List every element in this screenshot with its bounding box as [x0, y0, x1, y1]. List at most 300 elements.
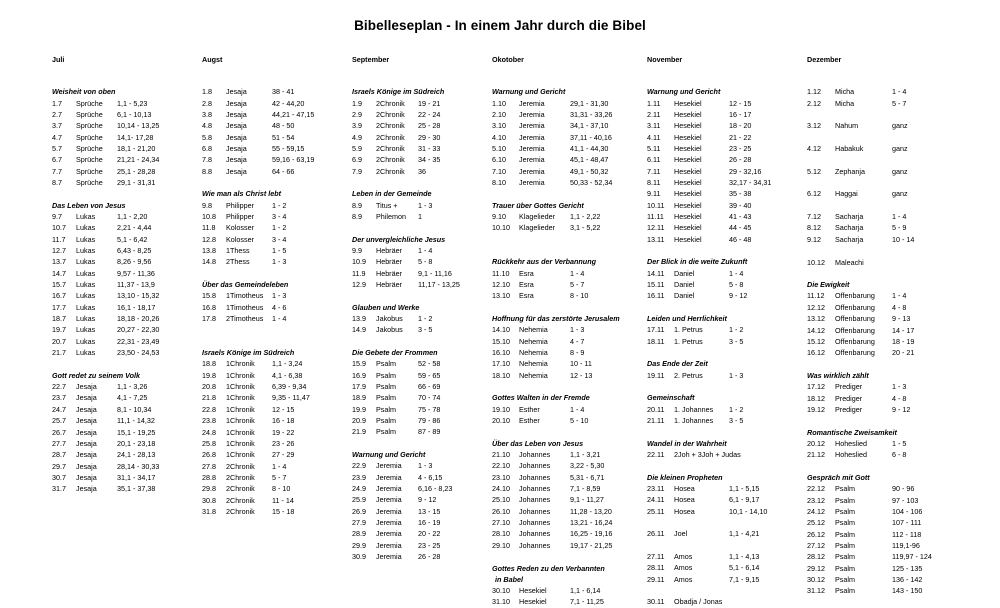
entry-book: Hesekiel — [674, 109, 702, 119]
reading-entry-row — [202, 483, 352, 494]
entry-date: 6.7 — [52, 155, 62, 165]
entry-date: 14.11 — [647, 268, 665, 278]
entry-date: 24.9 — [352, 484, 366, 494]
reading-entry-row — [352, 551, 492, 562]
entry-reference: 23,50 - 24,53 — [117, 348, 160, 358]
reading-entry-row — [52, 98, 202, 109]
entry-reference: 11,1 - 14,32 — [117, 416, 155, 426]
entry-date: 16.12 — [807, 348, 825, 358]
entry-book: Hosea — [674, 484, 695, 494]
entry-reference: 10,1 - 14,10 — [729, 506, 768, 516]
reading-entry-row — [52, 154, 202, 165]
section-spacer — [492, 75, 647, 86]
entry-reference: 13 - 15 — [418, 506, 441, 516]
reading-entry-row — [647, 336, 807, 347]
reading-entry-row — [492, 415, 647, 426]
reading-entry-row — [52, 438, 202, 449]
entry-book: Johannes — [519, 529, 551, 539]
entry-date: 22.9 — [352, 461, 366, 471]
entry-reference: 19 - 21 — [418, 98, 441, 108]
entry-date: 12.11 — [647, 223, 665, 233]
entry-reference: 12 - 15 — [729, 98, 752, 108]
reading-entry-row — [352, 132, 492, 143]
entry-reference: 20,27 - 22,30 — [117, 325, 160, 335]
entry-date: 7.10 — [492, 166, 506, 176]
reading-entry-row — [492, 370, 647, 381]
section-spacer — [202, 75, 352, 86]
entry-book: Psalm — [376, 382, 396, 392]
entry-date: 12.7 — [52, 246, 66, 256]
entry-reference: 10,14 - 13,25 — [117, 121, 160, 131]
section-spacer — [807, 461, 977, 472]
entry-book: 1Chronik — [226, 438, 255, 448]
entry-book: 2Chronik — [226, 472, 255, 482]
entry-reference: 1 - 2 — [729, 404, 744, 414]
entry-book: Psalm — [376, 359, 396, 369]
entry-book: 2Chronik — [376, 132, 405, 142]
entry-date: 8.10 — [492, 178, 506, 188]
entry-book: Psalm — [835, 552, 855, 562]
section-spacer — [807, 245, 977, 256]
entry-date: 13.10 — [492, 291, 510, 301]
entry-date: 19.10 — [492, 404, 510, 414]
entry-reference: 4 - 6,15 — [418, 472, 443, 482]
entry-book: Psalm — [376, 427, 396, 437]
entry-date: 11.9 — [352, 268, 366, 278]
entry-book: Jeremia — [519, 109, 545, 119]
entry-book: Sprüche — [76, 132, 103, 142]
entry-date: 5.9 — [352, 144, 362, 154]
reading-entry-row — [492, 449, 647, 460]
reading-entry-row — [202, 495, 352, 506]
entry-book: Offenbarung — [835, 348, 875, 358]
entry-book: Hesekiel — [674, 98, 702, 108]
section-title: Wie man als Christ lebt — [202, 189, 282, 199]
entry-book: Hesekiel — [674, 189, 702, 199]
entry-date: 25.12 — [807, 518, 825, 528]
entry-reference: 104 - 106 — [892, 506, 923, 516]
entry-book: 2Chronik — [376, 109, 405, 119]
entry-date: 28.11 — [647, 563, 665, 573]
entry-book: Prediger — [835, 404, 863, 414]
section-spacer — [352, 75, 492, 86]
entry-book: 2Chronik — [226, 495, 255, 505]
entry-date: 21.8 — [202, 393, 216, 403]
reading-entry-row — [352, 313, 492, 324]
entry-reference: 31,31 - 33,26 — [570, 109, 613, 119]
reading-entry-row — [647, 177, 807, 188]
entry-reference: 1,1 - 6,14 — [570, 586, 601, 596]
section-spacer — [202, 336, 352, 347]
entry-book: Jesaja — [76, 416, 97, 426]
entry-date: 29.8 — [202, 484, 216, 494]
entry-date: 29.11 — [647, 574, 665, 584]
entry-date: 18.7 — [52, 314, 66, 324]
entry-reference: 1 - 3 — [892, 382, 907, 392]
entry-book: Jesaja — [226, 166, 247, 176]
reading-entry-row — [352, 540, 492, 551]
entry-book: 1Chronik — [226, 450, 255, 460]
reading-entry-row — [807, 404, 977, 415]
entry-reference: 1,1 - 3,21 — [570, 450, 601, 460]
entry-reference: 5,31 - 6,71 — [570, 472, 605, 482]
entry-date: 17.10 — [492, 359, 510, 369]
reading-entry-row — [202, 302, 352, 313]
entry-book: Johannes — [519, 506, 551, 516]
reading-entry-row — [807, 438, 977, 449]
reading-entry-row — [807, 551, 977, 562]
reading-entry-row — [352, 324, 492, 335]
entry-date: 31.10 — [492, 597, 510, 607]
entry-date: 9.11 — [647, 189, 661, 199]
entry-reference: 75 - 78 — [418, 404, 441, 414]
reading-entry-row — [352, 415, 492, 426]
entry-reference: 136 - 142 — [892, 574, 923, 584]
reading-entry-row — [52, 483, 202, 494]
entry-reference: 8 - 9 — [570, 348, 585, 358]
entry-date: 4.11 — [647, 132, 661, 142]
entry-reference: 97 - 103 — [892, 495, 919, 505]
entry-book: Lukas — [76, 234, 96, 244]
section-title: Leben in der Gemeinde — [352, 189, 432, 199]
section-spacer — [492, 551, 647, 562]
entry-book: Jeremia — [376, 552, 402, 562]
entry-reference: 16 - 19 — [418, 518, 441, 528]
entry-reference: 55 - 59,15 — [272, 144, 305, 154]
entry-date: 18.8 — [202, 359, 216, 369]
entry-date: 12.8 — [202, 234, 216, 244]
entry-reference: 59 - 65 — [418, 370, 441, 380]
section-spacer — [492, 234, 647, 245]
month-column-juli — [52, 55, 202, 495]
entry-book: Daniel — [674, 280, 695, 290]
entry-reference: 25 - 28 — [418, 121, 441, 131]
entry-reference: 3 - 5 — [729, 416, 744, 426]
section-spacer — [202, 268, 352, 279]
entry-book: Lukas — [76, 246, 96, 256]
entry-reference: 4 - 6 — [272, 302, 287, 312]
entry-book: Jeremia — [376, 529, 402, 539]
entry-reference: 50,33 - 52,34 — [570, 178, 613, 188]
entry-reference: 11,37 - 13,9 — [117, 280, 155, 290]
entry-reference: 18 - 20 — [729, 121, 752, 131]
entry-date: 7.9 — [352, 166, 362, 176]
month-column-okotober — [492, 55, 647, 608]
entry-date: 28.9 — [352, 529, 366, 539]
entry-reference: 10 - 11 — [570, 359, 592, 369]
entry-reference: 1 - 2 — [272, 200, 287, 210]
reading-entry-row — [202, 109, 352, 120]
section-spacer — [647, 245, 807, 256]
entry-date: 9.9 — [352, 246, 362, 256]
reading-entry-row — [352, 506, 492, 517]
entry-reference: 41 - 43 — [729, 212, 752, 222]
entry-reference: 16 - 17 — [729, 109, 752, 119]
entry-date: 28.12 — [807, 552, 825, 562]
section-spacer — [492, 381, 647, 392]
month-heading: Juli — [52, 55, 65, 64]
entry-book: Jeremia — [376, 506, 402, 516]
entry-date: 6.10 — [492, 155, 506, 165]
entry-date: 7.7 — [52, 166, 62, 176]
entry-date: 30.7 — [52, 472, 66, 482]
entry-date: 29.12 — [807, 563, 825, 573]
entry-reference: 18,1 - 21,20 — [117, 144, 156, 154]
entry-book: Psalm — [835, 506, 855, 516]
reading-entry-row — [352, 109, 492, 120]
entry-date: 21.9 — [352, 427, 366, 437]
entry-reference: 37,11 - 40,16 — [570, 132, 612, 142]
entry-reference: 3,1 - 5,22 — [570, 223, 601, 233]
entry-book: Hesekiel — [674, 200, 702, 210]
entry-book: 1Chronik — [226, 404, 255, 414]
entry-book: Micha — [835, 87, 855, 97]
entry-date: 6.12 — [807, 189, 821, 199]
entry-date: 30.8 — [202, 495, 216, 505]
entry-reference: 9 - 13 — [892, 314, 911, 324]
entry-reference: 23 - 25 — [418, 540, 441, 550]
reading-entry-row — [52, 222, 202, 233]
entry-reference: 4 - 8 — [892, 302, 907, 312]
entry-book: Esra — [519, 291, 534, 301]
section-title: Warnung und Gericht — [352, 450, 426, 460]
month-heading: Augst — [202, 55, 223, 64]
entry-book: Johannes — [519, 484, 551, 494]
month-column-augst — [202, 55, 352, 517]
entry-date: 23.7 — [52, 393, 66, 403]
reading-entry-row — [202, 358, 352, 369]
entry-reference: 1 - 4 — [892, 212, 907, 222]
entry-book: Psalm — [835, 518, 855, 528]
entry-book: Johannes — [519, 518, 551, 528]
entry-reference: 34 - 35 — [418, 155, 441, 165]
reading-entry-row — [52, 290, 202, 301]
entry-date: 16.11 — [647, 291, 665, 301]
entry-book: Psalm — [835, 563, 855, 573]
entry-reference: 125 - 135 — [892, 563, 923, 573]
reading-entry-row — [352, 98, 492, 109]
entry-date: 24.8 — [202, 427, 216, 437]
entry-book: Amos — [674, 574, 693, 584]
section-spacer — [807, 154, 977, 165]
entry-book: Psalm — [835, 495, 855, 505]
entry-reference: 112 - 118 — [892, 529, 922, 539]
section-title: Gespräch mit Gott — [807, 472, 870, 482]
entry-book: Jeremia — [519, 121, 545, 131]
entry-reference: 28,14 - 30,33 — [117, 461, 160, 471]
entry-reference: 7,1 - 11,25 — [570, 597, 604, 607]
entry-book: Jesaja — [226, 121, 247, 131]
section-spacer — [647, 460, 807, 471]
reading-entry-row — [492, 143, 647, 154]
entry-reference: 1 - 4 — [272, 461, 287, 471]
entry-book: Joel — [674, 529, 688, 539]
section-title: in Babel — [495, 574, 523, 584]
entry-book: Jesaja — [226, 144, 247, 154]
section-spacer — [52, 359, 202, 370]
reading-entry-row — [202, 166, 352, 177]
reading-entry-row — [202, 370, 352, 381]
entry-date: 11.8 — [202, 223, 216, 233]
reading-entry-row — [807, 495, 977, 506]
section-spacer — [647, 381, 807, 392]
reading-entry-row — [52, 256, 202, 267]
reading-entry-row — [352, 211, 492, 222]
section-title: Was wirklich zählt — [807, 370, 869, 380]
reading-entry-row — [352, 143, 492, 154]
entry-book: Jeremia — [519, 166, 545, 176]
reading-entry-row — [52, 427, 202, 438]
reading-entry-row — [352, 200, 492, 211]
entry-date: 2.11 — [647, 109, 661, 119]
entry-date: 2.12 — [807, 98, 821, 108]
entry-date: 10.8 — [202, 212, 216, 222]
entry-reference: 23 - 25 — [729, 144, 752, 154]
entry-book: 1. Johannes — [674, 416, 714, 426]
entry-reference: 64 - 66 — [272, 166, 295, 176]
entry-date: 17.9 — [352, 382, 366, 392]
entry-reference: 35,1 - 37,38 — [117, 484, 156, 494]
entry-book: Jesaja — [226, 132, 247, 142]
entry-reference: 3 - 5 — [418, 325, 433, 335]
entry-book: Hesekiel — [674, 212, 702, 222]
entry-reference: 1,1 - 2,22 — [570, 212, 601, 222]
entry-book: Psalm — [376, 393, 396, 403]
entry-date: 17.7 — [52, 302, 66, 312]
entry-book: 1Chronik — [226, 370, 255, 380]
entry-reference: 70 - 74 — [418, 393, 441, 403]
entry-reference: 1,1 - 2,20 — [117, 212, 148, 222]
entry-reference: 27 - 29 — [272, 450, 295, 460]
entry-date: 22.7 — [52, 382, 66, 392]
entry-reference: 1 - 3 — [272, 291, 287, 301]
reading-entry-row — [492, 528, 647, 539]
reading-entry-row — [352, 279, 492, 290]
entry-reference: 13,10 - 15,32 — [117, 291, 160, 301]
entry-date: 2.8 — [202, 98, 212, 108]
entry-book: Prediger — [835, 393, 863, 403]
entry-reference: 3 - 5 — [729, 336, 744, 346]
entry-reference: 6,16 - 8,23 — [418, 484, 453, 494]
reading-entry-row — [202, 427, 352, 438]
reading-entry-row — [647, 188, 807, 199]
entry-date: 30.9 — [352, 552, 366, 562]
entry-date: 8.11 — [647, 178, 661, 188]
entry-book: Jesaja — [76, 427, 97, 437]
entry-reference: 1,1 - 3,26 — [117, 382, 148, 392]
entry-reference: 22 - 24 — [418, 109, 441, 119]
entry-book: Lukas — [76, 257, 96, 267]
entry-date: 26.10 — [492, 506, 510, 516]
entry-reference: 10 - 14 — [892, 234, 915, 244]
reading-entry-row — [492, 404, 647, 415]
reading-entry-row — [647, 574, 807, 585]
section-title: Das Ende der Zeit — [647, 359, 708, 369]
reading-entry-row — [647, 109, 807, 120]
entry-book: Sacharja — [835, 223, 864, 233]
entry-date: 29.7 — [52, 461, 66, 471]
entry-reference: 79 - 86 — [418, 416, 441, 426]
entry-reference: 26 - 28 — [729, 155, 752, 165]
entry-date: 22.8 — [202, 404, 216, 414]
entry-date: 3.7 — [52, 121, 62, 131]
entry-reference: 1 - 3 — [418, 200, 433, 210]
section-title: Die Ewigkeit — [807, 280, 850, 290]
entry-date: 11.7 — [52, 234, 66, 244]
entry-book: 2Chronik — [376, 155, 405, 165]
entry-date: 25.8 — [202, 438, 216, 448]
entry-book: Psalm — [376, 370, 396, 380]
entry-reference: 1 — [418, 212, 422, 222]
entry-date: 14.12 — [807, 325, 825, 335]
entry-date: 19.12 — [807, 404, 825, 414]
entry-book: Hesekiel — [674, 166, 702, 176]
entry-date: 7.8 — [202, 155, 212, 165]
reading-entry-row — [52, 347, 202, 358]
section-title: Die Gebete der Frommen — [352, 348, 438, 358]
entry-date: 4.10 — [492, 132, 506, 142]
entry-book: Jesaja — [226, 87, 247, 97]
reading-entry-row — [807, 222, 977, 233]
entry-date: 26.12 — [807, 529, 825, 539]
entry-reference: 31 - 33 — [418, 144, 441, 154]
entry-reference: 143 - 150 — [892, 586, 923, 596]
entry-book: Hosea — [674, 495, 695, 505]
reading-entry-row — [647, 324, 807, 335]
reading-entry-row — [52, 166, 202, 177]
entry-book: Johannes — [519, 540, 551, 550]
entry-date: 18.12 — [807, 393, 825, 403]
entry-book: Esra — [519, 280, 534, 290]
entry-book: Jeremia — [519, 178, 545, 188]
entry-book: Jesaja — [226, 98, 247, 108]
entry-date: 21.7 — [52, 348, 66, 358]
section-spacer — [492, 245, 647, 256]
reading-entry-row — [52, 461, 202, 472]
section-spacer — [492, 426, 647, 437]
entry-reference: 34,1 - 37,10 — [570, 121, 609, 131]
entry-date: 30.10 — [492, 586, 510, 596]
section-spacer — [807, 415, 977, 426]
entry-date: 14.10 — [492, 325, 510, 335]
entry-reference: 3 - 4 — [272, 212, 287, 222]
entry-date: 9.10 — [492, 212, 506, 222]
entry-date: 15.8 — [202, 291, 216, 301]
entry-date: 5.7 — [52, 144, 62, 154]
entry-book: Hesekiel — [674, 121, 702, 131]
reading-entry-row — [52, 336, 202, 347]
entry-reference: 14,1- 17,28 — [117, 132, 154, 142]
entry-book: Jeremia — [519, 144, 545, 154]
entry-book: Jesaja — [76, 450, 97, 460]
section-title: Israels Könige im Südreich — [202, 348, 295, 358]
entry-reference: 46 - 48 — [729, 234, 752, 244]
reading-entry-row — [492, 120, 647, 131]
entry-date: 4.9 — [352, 132, 362, 142]
section-title: Glauben und Werke — [352, 302, 420, 312]
reading-entry-row — [807, 336, 977, 347]
entry-reference: 6 - 8 — [892, 450, 907, 460]
entry-book: Jesaja — [76, 461, 97, 471]
reading-entry-row — [492, 460, 647, 471]
entry-book: Philemon — [376, 212, 406, 222]
entry-reference: 6,43 - 8,25 — [117, 246, 152, 256]
entry-book: 2Thess — [226, 257, 250, 267]
entry-reference: 5 - 8 — [729, 280, 744, 290]
entry-reference: 29 - 32,16 — [729, 166, 762, 176]
reading-entry-row — [52, 268, 202, 279]
entry-date: 8.12 — [807, 223, 821, 233]
